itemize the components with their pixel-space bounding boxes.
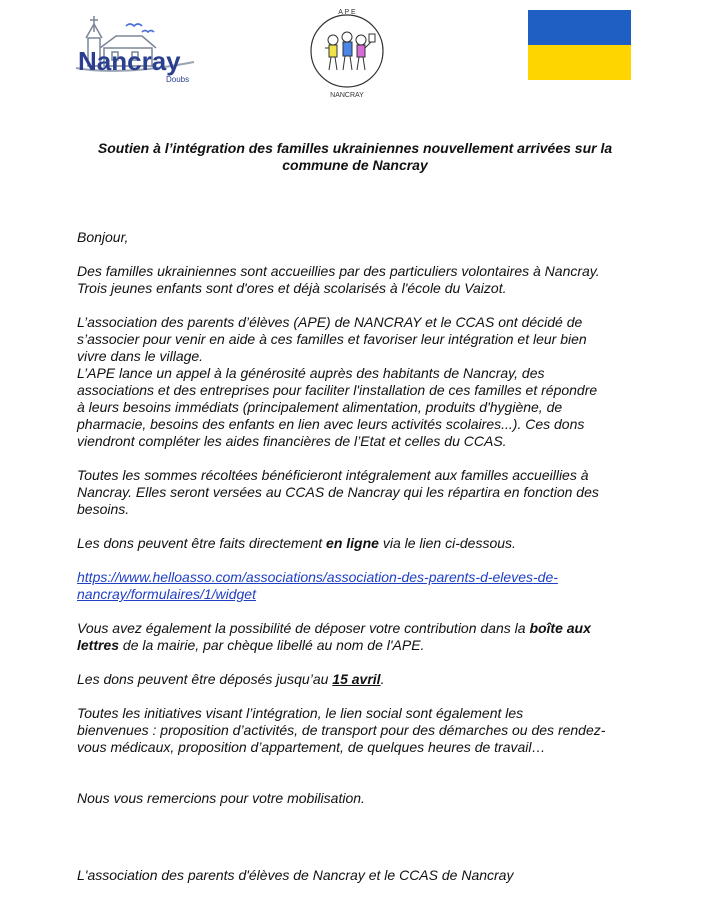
title-line-1: Soutien à l’intégration des familles ukrainiennes nouvellement arrivées sur la xyxy=(97,140,613,156)
paragraph-online: Les dons peuvent être faits directement en ligne via le lien ci-dessous. xyxy=(77,535,516,551)
paragraph-mailbox: Vous avez également la possibilité de déposer votre contribution dans la boîte aux lettres de la mairie, par chèque libellé au nom de l'APE. xyxy=(77,620,591,653)
ape-logo-bottom: NANCRAY xyxy=(330,92,364,99)
greeting: Bonjour, xyxy=(77,229,129,245)
nancray-logo-sub: Doubs xyxy=(166,75,190,84)
flag-blue-stripe xyxy=(528,10,631,45)
ukraine-flag xyxy=(528,10,631,80)
thanks: Nous vous remercions pour votre mobilisation. xyxy=(77,790,365,806)
flag-yellow-stripe xyxy=(528,45,631,80)
paragraph-initiatives: Toutes les initiatives visant l’intégration, le lien social sont également les bienvenues : proposition d’activités, de transport pour des démarches ou des rendez- vous médicaux, proposition d’appartement, de quelques heures de travail… xyxy=(77,705,606,755)
donation-link-line-2[interactable]: nancray/formulaires/1/widget xyxy=(77,586,256,602)
letter-body xyxy=(77,229,637,807)
online-emphasis: en ligne xyxy=(326,535,379,551)
paragraph-2: L’association des parents d’élèves (APE) de NANCRAY et le CCAS ont décidé de s’associer pour venir en aide à ces familles et favoriser leur intégration et leur bien vivre dans le village. L’APE lance un appel à la générosité auprès des habitants de Nancray, des associations et des entreprises pour faciliter l'installation de ces familles et répondre à leurs besoins immédiats (principalement alimentation, produits d'hygiène, de pharmacie, besoins des enfants en lien avec leurs activités scolaires...). Ces dons viendront compléter les aides financières de l’Etat et celles du CCAS. xyxy=(77,314,598,449)
title-line-2: commune de Nancray xyxy=(282,157,428,173)
ape-logo xyxy=(305,4,390,99)
donation-link[interactable] xyxy=(77,569,637,603)
signature: L'association des parents d'élèves de Nancray et le CCAS de Nancray xyxy=(77,867,514,883)
header xyxy=(0,0,703,110)
paragraph-1: Des familles ukrainiennes sont accueillies par des particuliers volontaires à Nancray. Trois jeunes enfants sont d'ores et déjà scolarisés à l'école du Vaizot. xyxy=(77,263,600,296)
paragraph-deadline: Les dons peuvent être déposés jusqu’au 15 avril. xyxy=(77,671,385,687)
document-title xyxy=(60,140,650,174)
deadline-date: 15 avril xyxy=(332,671,381,687)
donation-link-line-1[interactable]: https://www.helloasso.com/associations/association-des-parents-d-eleves-de- xyxy=(77,569,558,585)
nancray-logo xyxy=(72,4,202,84)
ape-logo-top: A P E xyxy=(338,9,356,16)
paragraph-3: Toutes les sommes récoltées bénéficieront intégralement aux familles accueillies à Nancray. Elles seront versées au CCAS de Nancray qui les répartira en fonction des besoins. xyxy=(77,467,599,517)
nancray-logo-text: Nancray xyxy=(78,46,181,76)
